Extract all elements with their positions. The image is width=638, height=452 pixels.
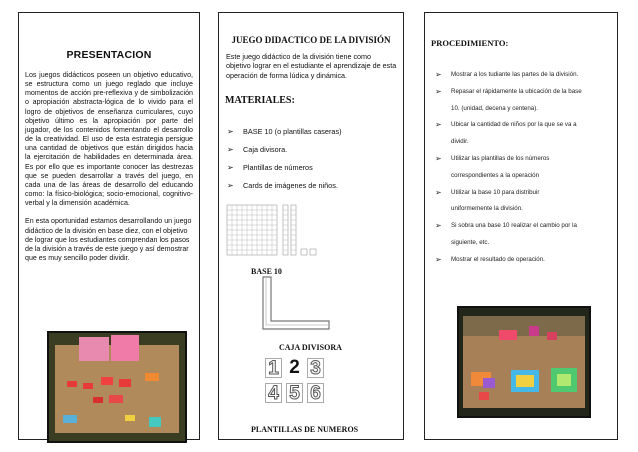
list-item: ➢ Cards de imágenes de niños.	[227, 181, 338, 190]
procedure-step: ➢ Utilizar las plantillas de los números	[433, 151, 611, 168]
presentacion-body	[25, 71, 193, 272]
arrow-bullet-icon: ➢	[227, 127, 234, 136]
list-item: ➢ BASE 10 (o plantillas caseras)	[227, 127, 342, 136]
materiales-list	[225, 127, 342, 199]
plantillas-caption: PLANTILLAS DE NUMEROS	[251, 425, 359, 434]
procedure-step: ➢ Repasar el rápidamente la ubicación de la base	[433, 84, 611, 101]
procedure-step: dividir.	[451, 138, 469, 146]
presentacion-paragraph-2: En esta oportunidad estamos desarrollando un juego didáctico de la división en base diez, con el objetivo de lograr que los estudiantes comprendan los pasos de la división a través de este juego y así demostrar que es muy sencillo poder dividir.	[25, 217, 192, 262]
procedure-step: uniformemente la división.	[451, 205, 523, 213]
procedimiento-title: PROCEDIMIENTO:	[431, 38, 509, 48]
digit-template: 4	[265, 383, 282, 403]
panel-procedimiento	[424, 12, 618, 440]
digit-template: 6	[307, 383, 324, 403]
arrow-bullet-icon: ➢	[435, 120, 442, 130]
procedure-step: ➢ Mostrar a los tudiante las partes de la división.	[433, 67, 611, 84]
arrow-bullet-icon: ➢	[435, 187, 442, 197]
list-item: ➢ Plantillas de números	[227, 163, 313, 172]
digit-template: 1	[265, 358, 282, 378]
classroom-photo-2	[457, 306, 591, 418]
procedure-step: siguiente, etc.	[451, 238, 490, 246]
procedure-step: 10. (unidad, decena y centena).	[451, 104, 539, 112]
arrow-bullet-icon: ➢	[435, 221, 442, 231]
digit-template: 2	[289, 357, 300, 378]
arrow-bullet-icon: ➢	[227, 181, 234, 190]
juego-title: JUEGO DIDACTICO DE LA DIVISIÓN	[231, 35, 391, 45]
arrow-bullet-icon: ➢	[435, 153, 442, 163]
presentacion-title: PRESENTACION	[66, 49, 152, 61]
materiales-heading: MATERIALES:	[225, 95, 295, 106]
caja-divisora-caption: CAJA DIVISORA	[279, 343, 342, 352]
digit-template: 3	[307, 358, 324, 378]
arrow-bullet-icon: ➢	[435, 86, 442, 96]
digit-template: 5	[286, 383, 303, 403]
procedimiento-list	[433, 67, 611, 269]
procedure-step: ➢ Ubicar la cantidad de niños por la que se va a	[433, 117, 611, 134]
base-10-caption: BASE 10	[251, 267, 282, 276]
juego-intro: Este juego didáctico de la división tiene como objetivo lograr en el estudiante el aprendizaje de esta operación de forma lúdica y dinámica.	[226, 52, 397, 80]
list-item: ➢ Caja divisora.	[227, 145, 288, 154]
base-10-blocks-image	[225, 203, 355, 265]
arrow-bullet-icon: ➢	[435, 70, 442, 79]
panel-presentacion	[18, 12, 200, 440]
classroom-photo-1	[47, 331, 187, 443]
arrow-bullet-icon: ➢	[227, 163, 234, 172]
arrow-bullet-icon: ➢	[435, 254, 442, 264]
caja-divisora-image	[259, 275, 333, 333]
procedure-step: ➢ Utilizar la base 10 para distribuir	[433, 185, 611, 202]
panel-juego-didactico	[218, 12, 404, 440]
procedure-step: ➢ Si sobra una base 10 realizar el cambio por la	[433, 218, 611, 235]
procedure-step: correspondientes a la operación	[451, 171, 540, 179]
procedure-step: ➢ Mostrar el resultado de operación.	[433, 252, 611, 269]
presentacion-paragraph-1: Los juegos didácticos poseen un objetivo educativo, se estructura como un juego reglado que incluye momentos de acción pre-reflexiva y de simbolización o apropiación abstracta-lógica de lo vivido para el logro de objetivos de enseñanza curriculares, cuyo objetivo último es la apropiación por parte del jugador, de los contenidos fomentando el desarrollo de la creatividad. El uso de esta estrategia persigue una cantidad de objetivos que están dirigidos hacia la ejercitación de habilidades en determinada área. Es por ello que es importante conocer las destrezas que se pueden desarrollar a través del juego, en cada una de las áreas de desarrollo del educando como: la físico-biológica; socio-emocional, cognitivo-verbal y la dimensión académica.	[25, 71, 193, 208]
arrow-bullet-icon: ➢	[227, 145, 234, 154]
